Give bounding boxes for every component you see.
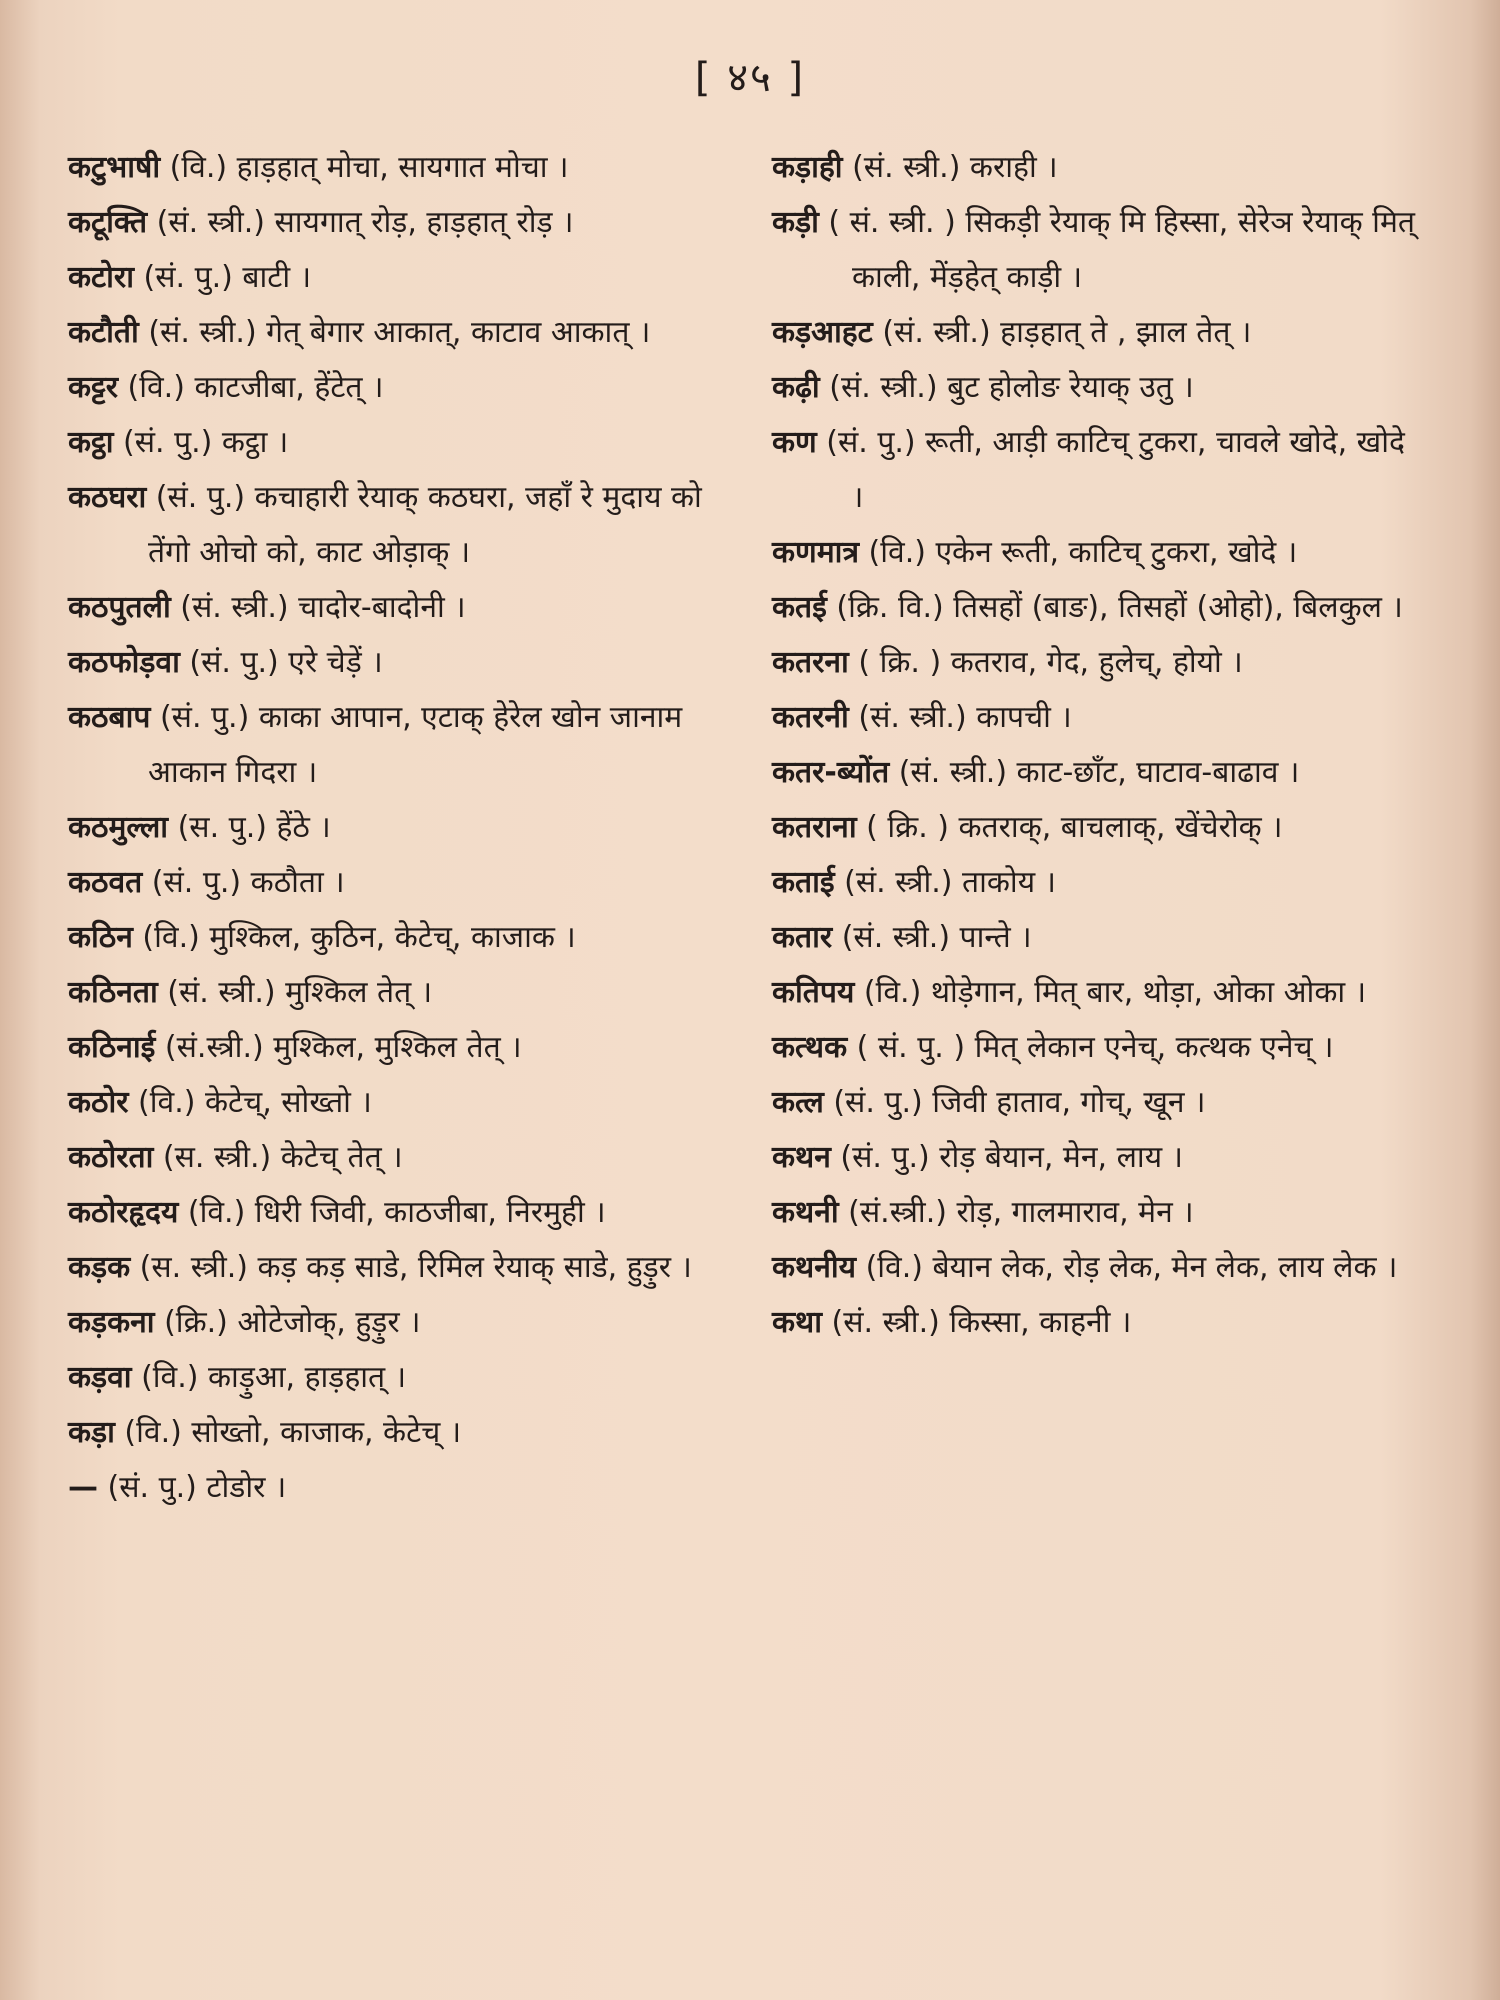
dictionary-entry: [772, 580, 1422, 635]
definition: (सं. स्त्री.) मुश्किल तेत् ।: [157, 975, 433, 1010]
dictionary-entry: [68, 1075, 718, 1130]
dictionary-entry: [68, 1460, 718, 1515]
definition: (सं. स्त्री.) काट-छाँट, घाटाव-बाढाव ।: [889, 755, 1300, 790]
dictionary-entry: [772, 1020, 1422, 1075]
definition: (वि.) बेयान लेक, रोड़ लेक, मेन लेक, लाय लेक ।: [856, 1250, 1398, 1285]
headword: कथनी: [772, 1195, 839, 1230]
definition: (स. स्त्री.) कड़ कड़ साडे, रिमिल रेयाक् साडे, हुड़ुर ।: [130, 1250, 692, 1285]
headword: कड़क: [68, 1250, 131, 1285]
headword: कतई: [772, 590, 827, 625]
dictionary-entry: [68, 470, 718, 580]
headword: कड़कना: [68, 1305, 155, 1340]
definition: (सं. स्त्री.) किस्सा, काहनी ।: [821, 1305, 1132, 1340]
headword: कठिनाई: [68, 1030, 156, 1065]
headword: कण: [772, 425, 817, 460]
dictionary-entry: [772, 1295, 1422, 1350]
definition: ( क्रि. ) कतराव, गेद, हुलेच्, होयो ।: [848, 645, 1243, 680]
definition: (सं.स्त्री.) रोड़, गालमाराव, मेन ।: [838, 1195, 1194, 1230]
headword: कट्ठा: [68, 425, 114, 460]
definition: (सं. स्त्री.) कराही ।: [842, 150, 1058, 185]
headword: कत्ल: [772, 1085, 824, 1120]
headword: कठोरहृदय: [68, 1195, 179, 1230]
definition: (वि.) सोख्तो, काजाक, केटेच् ।: [114, 1415, 462, 1450]
definition: (सं. स्त्री.) गेत् बेगार आकात्, काटाव आकात् ।: [138, 315, 651, 350]
definition: (वि.) काटजीबा, हेंटेत् ।: [117, 370, 384, 405]
definition: ( सं. स्त्री. ) सिकड़ी रेयाक् मि हिस्सा, सेरेञ रेयाक् मित् काली, मेंड़हेत् काड़ी ।: [818, 205, 1415, 295]
definition: (वि.) हाड़हात् मोचा, सायगात मोचा ।: [160, 150, 569, 185]
headword: कठघरा: [68, 480, 147, 515]
definition: (वि.) केटेच्, सोख्तो ।: [128, 1085, 372, 1120]
definition: (सं. पु.) जिवी हाताव, गोच्, खून ।: [823, 1085, 1206, 1120]
dictionary-entry: [772, 525, 1422, 580]
definition: (सं. स्त्री.) हाड़हात् ते , झाल तेत् ।: [872, 315, 1252, 350]
dictionary-entry: [772, 745, 1422, 800]
headword: कठफोड़वा: [68, 645, 180, 680]
definition: (क्रि. वि.) तिसहों (बाङ), तिसहों (ओहो), बिलकुल ।: [826, 590, 1403, 625]
definition: (सं.स्त्री.) मुश्किल, मुश्किल तेत् ।: [155, 1030, 522, 1065]
headword: कठिनता: [68, 975, 158, 1010]
headword: कतराना: [772, 810, 857, 845]
dictionary-entry: [68, 1350, 718, 1405]
definition: (सं. पु.) कचाहारी रेयाक् कठघरा, जहाँ रे मुदाय को तेंगो ओचो को, काट ओड़ाक् ।: [146, 480, 702, 570]
headword: कड़ाही: [772, 150, 843, 185]
headword: कटौती: [68, 315, 139, 350]
definition: (सं. स्त्री.) पान्ते ।: [832, 920, 1032, 955]
dictionary-entry: [68, 415, 718, 470]
dictionary-entry: [772, 800, 1422, 855]
definition: (सं. पु.) टोडोर ।: [98, 1470, 287, 1505]
dictionary-entry: [772, 855, 1422, 910]
dictionary-entry: [772, 1185, 1422, 1240]
definition: (सं. पु.) कट्ठा ।: [113, 425, 289, 460]
headword: कठिन: [68, 920, 133, 955]
definition: (सं. स्त्री.) सायगात् रोड़, हाड़हात् रोड़ ।: [147, 205, 574, 240]
headword: कतिपय: [772, 975, 855, 1010]
definition: (स. पु.) हेंठे ।: [168, 810, 331, 845]
dictionary-entry: [68, 360, 718, 415]
headword: कड़आहट: [772, 315, 873, 350]
definition: (सं. स्त्री.) ताकोय ।: [834, 865, 1056, 900]
headword: कतरना: [772, 645, 849, 680]
definition: (वि.) थोड़ेगान, मित् बार, थोड़ा, ओका ओका ।: [854, 975, 1367, 1010]
headword: कड़ा: [68, 1415, 115, 1450]
definition: ( सं. पु. ) मित् लेकान एनेच्, कत्थक एनेच् ।: [847, 1030, 1334, 1065]
headword: कटोरा: [68, 260, 134, 295]
headword: कथा: [772, 1305, 822, 1340]
dictionary-entry: [68, 690, 718, 800]
definition: (वि.) धिरी जिवी, काठजीबा, निरमुही ।: [178, 1195, 606, 1230]
headword: कठोरता: [68, 1140, 154, 1175]
dictionary-entry: [772, 690, 1422, 745]
dictionary-entry: [68, 800, 718, 855]
definition: (सं. स्त्री.) बुट होलोङ रेयाक् उतु ।: [819, 370, 1194, 405]
definition: (सं. स्त्री.) चादोर-बादोनी ।: [170, 590, 466, 625]
headword: कथन: [772, 1140, 831, 1175]
dictionary-entry: [772, 195, 1422, 305]
dictionary-entry: [772, 635, 1422, 690]
definition: (सं. पु.) रोड़ बेयान, मेन, लाय ।: [830, 1140, 1184, 1175]
dictionary-entry: [772, 965, 1422, 1020]
definition: (वि.) मुश्किल, कुठिन, केटेच्, काजाक ।: [132, 920, 576, 955]
dictionary-entry: [772, 360, 1422, 415]
dictionary-entry: [68, 635, 718, 690]
headword: कढ़ी: [772, 370, 820, 405]
headword: कठमुल्ला: [68, 810, 169, 845]
dictionary-entry: [772, 1075, 1422, 1130]
headword: कठबाप: [68, 700, 151, 735]
dictionary-entry: [68, 1185, 718, 1240]
headword: कतर-ब्योंत: [772, 755, 890, 790]
headword: कड़वा: [68, 1360, 132, 1395]
dictionary-entry: [772, 1130, 1422, 1185]
headword: कणमात्र: [772, 535, 859, 570]
definition: (सं. पु.) कठौता ।: [142, 865, 345, 900]
left-column: [68, 140, 718, 1515]
dictionary-entry: [772, 910, 1422, 965]
dictionary-entry: [68, 580, 718, 635]
dictionary-entry: [68, 1020, 718, 1075]
headword: कटुभाषी: [68, 150, 161, 185]
headword: कथनीय: [772, 1250, 857, 1285]
page-number: [ ४५ ]: [694, 55, 806, 101]
dictionary-entry: [68, 1295, 718, 1350]
dictionary-entry: [68, 855, 718, 910]
headword: कठवत: [68, 865, 143, 900]
definition: (सं. स्त्री.) कापची ।: [848, 700, 1072, 735]
headword: कतार: [772, 920, 833, 955]
dictionary-entry: [68, 140, 718, 195]
dictionary-entry: [772, 140, 1422, 195]
definition: (सं. पु.) एरे चेड़ें ।: [179, 645, 383, 680]
headword: —: [68, 1470, 98, 1505]
definition: (सं. पु.) काका आपान, एटाक् हेरेल खोन जानाम आकान गिदरा ।: [148, 700, 683, 790]
headword: कतरनी: [772, 700, 849, 735]
definition: (सं. पु.) बाटी ।: [133, 260, 312, 295]
headword: कत्थक: [772, 1030, 848, 1065]
headword: कताई: [772, 865, 835, 900]
dictionary-entry: [68, 965, 718, 1020]
dictionary-entry: [68, 910, 718, 965]
dictionary-entry: [68, 1405, 718, 1460]
dictionary-entry: [68, 1130, 718, 1185]
dictionary-entry: [68, 195, 718, 250]
dictionary-entry: [68, 250, 718, 305]
headword: कटूक्ति: [68, 205, 148, 240]
headword: कठपुतली: [68, 590, 171, 625]
definition: (वि.) एकेन रूती, काटिच् टुकरा, खोदे ।: [859, 535, 1298, 570]
right-column: [772, 140, 1422, 1350]
dictionary-entry: [68, 305, 718, 360]
dictionary-entry: [772, 305, 1422, 360]
dictionary-entry: [772, 415, 1422, 525]
definition: (स. स्त्री.) केटेच् तेत् ।: [153, 1140, 403, 1175]
dictionary-entry: [68, 1240, 718, 1295]
headword: कट्टर: [68, 370, 118, 405]
headword: कठोर: [68, 1085, 129, 1120]
definition: (क्रि.) ओटेजोक्, हुड़ुर ।: [154, 1305, 421, 1340]
definition: (सं. पु.) रूती, आड़ी काटिच् टुकरा, चावले खोदे, खोदे ।: [816, 425, 1405, 515]
dictionary-entry: [772, 1240, 1422, 1295]
definition: (वि.) काड़ुआ, हाड़हात् ।: [131, 1360, 407, 1395]
definition: ( क्रि. ) कतराक्, बाचलाक्, खेंचेरोक् ।: [856, 810, 1283, 845]
headword: कड़ी: [772, 205, 819, 240]
